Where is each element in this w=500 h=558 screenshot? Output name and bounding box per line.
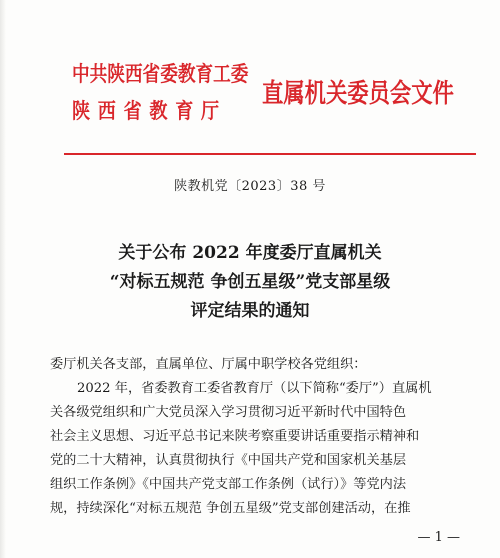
document-title — [0, 239, 500, 326]
paragraph-line: 2022 年，省委教育工委省教育厅（以下简称“委厅”）直属机 — [77, 381, 432, 396]
document-body — [50, 353, 470, 521]
paragraph-line: 组织工作条例》《中国共产党支部工作条例（试行）》等党内法 — [50, 477, 407, 492]
paragraph-line: 社会主义思想、习近平总书记来陕考察重要讲话重要指示精神和 — [50, 429, 420, 444]
title-line-1: 关于公布 2022 年度委厅直属机关 — [118, 243, 382, 263]
issuer-line-1: 中共陕西省委教育工委 — [72, 61, 249, 86]
title-line-2: “对标五规范 争创五星级”党支部星级 — [109, 272, 391, 292]
paragraph-line: 关各级党组织和广大党员深入学习贯彻习近平新时代中国特色 — [50, 405, 407, 420]
page-number: — 1 — — [417, 530, 460, 545]
red-divider-line — [64, 153, 476, 155]
document-number: 陕教机党〔2023〕38 号 — [174, 179, 326, 194]
salutation: 委厅机关各支部，直属单位、厅属中职学校各党组织： — [50, 357, 367, 372]
title-line-3: 评定结果的通知 — [190, 301, 310, 321]
issuer-names — [72, 58, 258, 129]
issuer-suffix: 直属机关委员会文件 — [262, 79, 454, 109]
paragraph-line: 规，持续深化“对标五规范 争创五星级”党支部创建活动，在推 — [50, 501, 411, 516]
issuer-line-2: 陕西省教育厅 — [72, 98, 227, 123]
paragraph-line: 党的二十大精神，认真贯彻执行《中国共产党和国家机关基层 — [50, 453, 407, 468]
document-header — [72, 58, 472, 138]
